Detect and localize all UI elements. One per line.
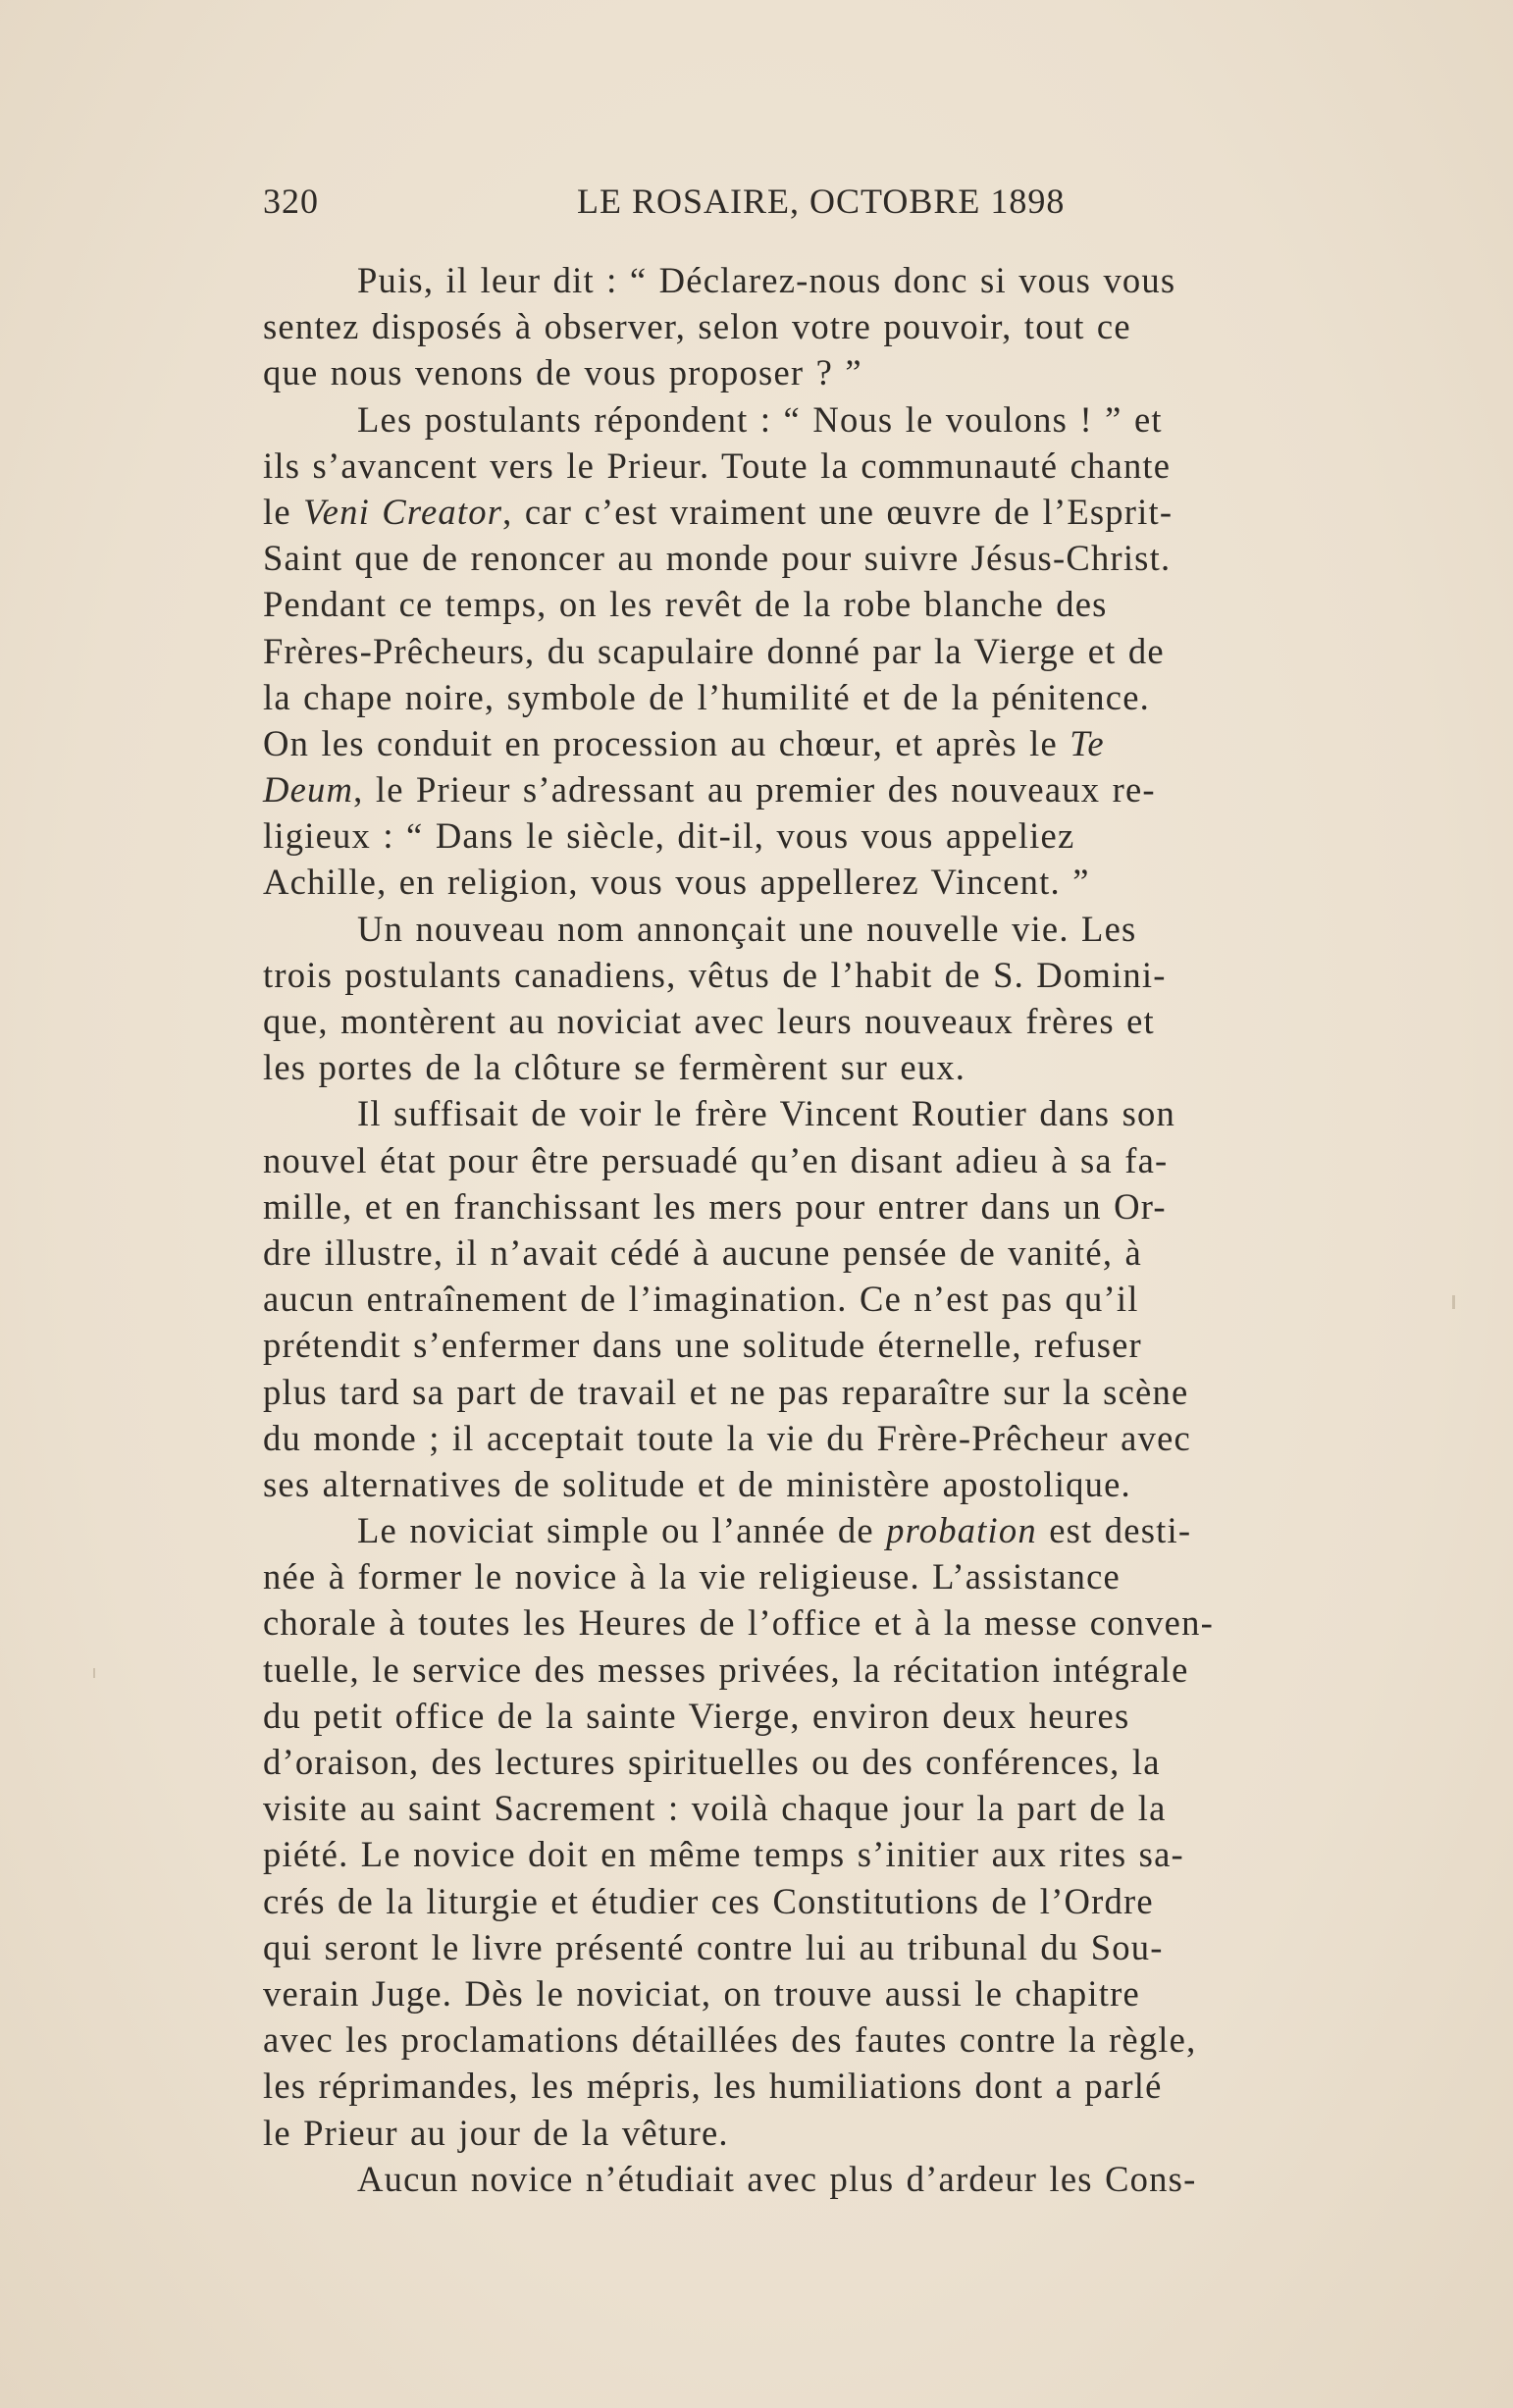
text-line [263, 2063, 1413, 2109]
text-segment: nouvel état pour être persuadé qu’en disant adieu à sa fa- [263, 1139, 1169, 1180]
text-segment: mille, et en franchissant les mers pour entrer dans un Or- [263, 1185, 1167, 1227]
text-segment: trois postulants canadiens, vêtus de l’habit de S. Domini- [263, 954, 1167, 995]
text-line [263, 1599, 1413, 1646]
text-line [263, 1693, 1413, 1739]
text-segment: d’oraison, des lectures spirituelles ou des conférences, la [263, 1742, 1161, 1782]
text-segment: Il suffisait de voir le frère Vincent Routier dans son [357, 1093, 1175, 1134]
text-line [263, 581, 1413, 627]
text-segment: tuelle, le service des messes privées, la récitation intégrale [263, 1649, 1189, 1690]
text-segment: Aucun novice n’étudiait avec plus d’ardeur les Cons- [357, 2158, 1197, 2199]
body-text [263, 257, 1413, 2202]
italic-text: probation [886, 1510, 1037, 1551]
text-line [263, 1647, 1413, 1693]
text-line [263, 1044, 1413, 1090]
paper-speck [1452, 1295, 1455, 1309]
text-line [263, 628, 1413, 674]
text-segment: Frères-Prêcheurs, du scapulaire donné par la Vierge et de [263, 630, 1165, 671]
text-segment: du monde ; il acceptait toute la vie du Frère-Prêcheur avec [263, 1417, 1191, 1458]
text-segment: qui seront le livre présenté contre lui au tribunal du Sou- [263, 1926, 1164, 1967]
text-segment: prétendit s’enfermer dans une solitude éternelle, refuser [263, 1325, 1142, 1366]
italic-text: Veni Creator [303, 491, 503, 532]
text-line [263, 998, 1413, 1044]
text-segment: les portes de la clôture se fermèrent sur eux. [263, 1047, 966, 1088]
text-segment: Pendant ce temps, on les revêt de la robe blanche des [263, 584, 1108, 625]
text-line [263, 812, 1413, 859]
text-segment: Le noviciat simple ou l’année de [357, 1510, 887, 1551]
text-segment: verain Juge. Dès le noviciat, on trouve aussi le chapitre [263, 1972, 1140, 2014]
text-segment: ils s’avancent vers le Prieur. Toute la communauté chante [263, 445, 1172, 486]
text-line [263, 2156, 1413, 2202]
text-segment: visite au saint Sacrement : voilà chaque jour la part de la [263, 1788, 1167, 1829]
text-line [263, 2016, 1413, 2063]
text-line [263, 1970, 1413, 2016]
text-line [263, 1090, 1413, 1136]
text-segment: du petit office de la sainte Vierge, environ deux heures [263, 1695, 1130, 1736]
text-segment: le [263, 491, 304, 532]
text-line [263, 952, 1413, 998]
text-line [263, 674, 1413, 720]
text-segment: chorale à toutes les Heures de l’office et à la messe conven- [263, 1602, 1214, 1644]
text-line [263, 1415, 1413, 1461]
text-segment: Saint que de renoncer au monde pour suivre Jésus-Christ. [263, 538, 1172, 579]
text-line [263, 1137, 1413, 1183]
text-segment: piété. Le novice doit en même temps s’initier aux rites sa- [263, 1834, 1184, 1875]
text-line [263, 396, 1413, 443]
text-line [263, 489, 1413, 535]
text-segment: la chape noire, symbole de l’humilité et de la pénitence. [263, 676, 1151, 717]
text-line [263, 535, 1413, 581]
text-segment: est desti- [1036, 1510, 1192, 1551]
italic-text: Te [1070, 722, 1105, 763]
text-line [263, 1831, 1413, 1877]
text-segment: Un nouveau nom annonçait une nouvelle vie. Les [357, 908, 1137, 949]
text-line [263, 1461, 1413, 1507]
text-line [263, 906, 1413, 952]
text-segment: , le Prieur s’adressant au premier des nouveaux re- [353, 769, 1156, 811]
text-line [263, 1369, 1413, 1415]
page-number: 320 [263, 182, 319, 221]
text-line [263, 1878, 1413, 1924]
text-segment: que nous venons de vous proposer ? ” [263, 352, 862, 393]
text-segment: aucun entraînement de l’imagination. Ce n’est pas qu’il [263, 1279, 1139, 1320]
running-header [263, 177, 1248, 226]
text-line [263, 2110, 1413, 2156]
text-line [263, 1739, 1413, 1785]
text-segment: plus tard sa part de travail et ne pas reparaître sur la scène [263, 1371, 1189, 1412]
text-line [263, 1507, 1413, 1553]
text-line [263, 1785, 1413, 1831]
text-segment: Puis, il leur dit : “ Déclarez-nous donc si vous vous [357, 260, 1176, 300]
text-line [263, 1924, 1413, 1970]
text-line [263, 443, 1413, 489]
text-line [263, 303, 1413, 349]
text-segment: le Prieur au jour de la vêture. [263, 2112, 729, 2153]
text-segment: ligieux : “ Dans le siècle, dit-il, vous vous appeliez [263, 815, 1075, 857]
text-line [263, 1276, 1413, 1322]
text-segment: Achille, en religion, vous vous appellerez Vincent. ” [263, 862, 1090, 903]
text-line [263, 859, 1413, 905]
text-segment: Les postulants répondent : “ Nous le voulons ! ” et [357, 398, 1163, 440]
text-line [263, 257, 1413, 303]
italic-text: Deum [263, 769, 354, 811]
text-line [263, 720, 1413, 766]
text-line [263, 1553, 1413, 1599]
text-segment: sentez disposés à observer, selon votre pouvoir, tout ce [263, 306, 1131, 347]
text-line [263, 1183, 1413, 1230]
text-segment: dre illustre, il n’avait cédé à aucune pensée de vanité, à [263, 1231, 1142, 1273]
text-line [263, 766, 1413, 812]
text-segment: née à former le novice à la vie religieuse. L’assistance [263, 1556, 1121, 1597]
text-segment: les réprimandes, les mépris, les humiliations dont a parlé [263, 2066, 1163, 2107]
text-segment: On les conduit en procession au chœur, et après le [263, 722, 1070, 763]
text-line [263, 349, 1413, 395]
text-segment: crés de la liturgie et étudier ces Constitutions de l’Ordre [263, 1880, 1154, 1921]
text-line [263, 1322, 1413, 1368]
paper-speck [93, 1668, 95, 1678]
text-segment: ses alternatives de solitude et de ministère apostolique. [263, 1463, 1131, 1504]
text-segment: avec les proclamations détaillées des fautes contre la règle, [263, 2019, 1197, 2061]
running-title: LE ROSAIRE, OCTOBRE 1898 [577, 182, 1066, 221]
text-segment: que, montèrent au noviciat avec leurs nouveaux frères et [263, 1001, 1155, 1041]
text-segment: , car c’est vraiment une œuvre de l’Esprit- [502, 491, 1174, 532]
text-line [263, 1230, 1413, 1276]
